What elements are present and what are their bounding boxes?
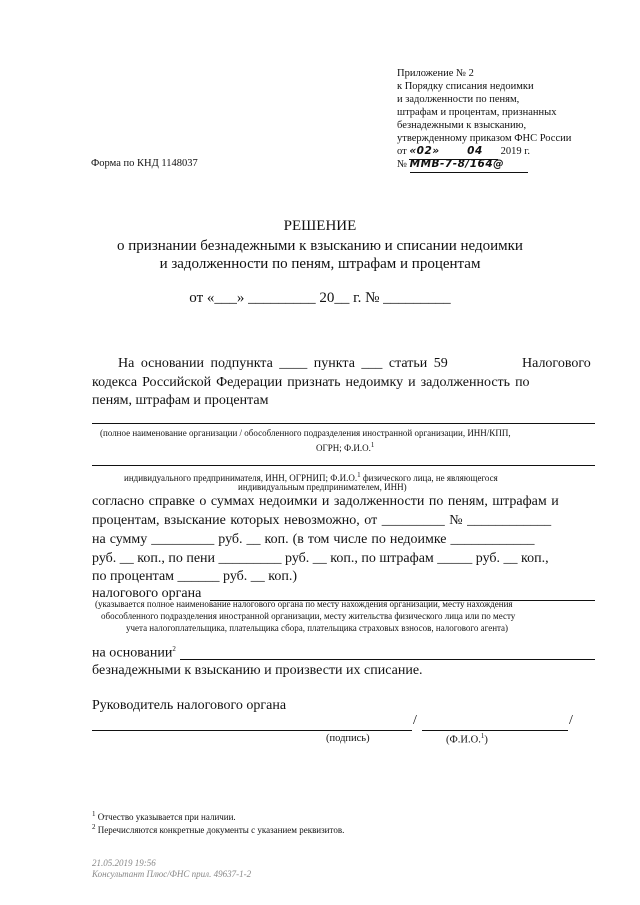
appendix-line-2: к Порядку списания недоимки (397, 81, 534, 92)
signature-title: Руководитель налогового органа (92, 698, 287, 713)
tax-authority-label: налогового органа (92, 586, 202, 601)
body-p2-line-3: на сумму _________ руб. __ коп. (в том числе по недоимке ____________ (92, 532, 535, 547)
hint-org-line-2: ОГРН; Ф.И.О.$^1$ (316, 441, 375, 453)
appendix-date-year: 2019 г. (500, 146, 530, 157)
hint-tax-authority-line-3: учета налогоплательщика, плательщика сбора, плательщика страховых взносов, налогового агента) (126, 623, 509, 633)
hint-tax-authority-line-1: (указывается полное наименование налогового органа по месту нахождения организации, месту нахождения (95, 599, 513, 609)
basis-label: на основании$^2$ (92, 645, 176, 661)
appendix-date-month: 04 (452, 145, 498, 160)
appendix-date-day: «02» (409, 145, 449, 160)
signature-line[interactable] (92, 730, 412, 731)
body-p2-line-1: согласно справке о суммах недоимки и задолженности по пеням, штрафам и (92, 494, 559, 509)
name-caption: (Ф.И.О.$^1$) (446, 732, 488, 746)
org-name-line-2[interactable] (92, 465, 595, 466)
hint-entrepreneur-line-2: индивидуальным предпринимателем, ИНН) (238, 482, 407, 492)
body-p1-line-3: пеням, штрафам и процентам (92, 393, 269, 408)
appendix-line-6: утвержденному приказом ФНС России (397, 133, 572, 144)
body-p2-line-5: по процентам ______ руб. __ коп.) (92, 569, 298, 584)
footnote-1: $^1$ Отчество указывается при наличии. (92, 810, 236, 822)
document-title-line-1: о признании безнадежными к взысканию и списании недоимки (117, 238, 523, 254)
body-p2-line-2: процентам, взыскание которых невозможно, от _________ № ____________ (92, 513, 552, 528)
appendix-date-prefix: от (397, 146, 407, 157)
signature-slash-2: / (569, 713, 573, 728)
appendix-number-prefix: № (397, 159, 408, 170)
form-code: Форма по КНД 1148037 (91, 158, 198, 169)
body-p1-line-2: кодекса Российской Федерации признать недоимку и задолженность по (92, 375, 530, 390)
document-title-line-2: и задолженности по пеням, штрафам и процентам (159, 256, 481, 272)
body-p1-line-1a: На основании подпункта ____ пункта ___ статьи 59 (118, 356, 448, 371)
print-stamp-line-2: Консультант Плюс/ФНС прил. 49637-1-2 (92, 869, 252, 879)
signature-caption: (подпись) (326, 733, 370, 744)
body-p2-line-4: руб. __ коп., по пени _________ руб. __ коп., по штрафам _____ руб. __ коп., (92, 551, 549, 566)
appendix-number (397, 158, 528, 173)
org-name-line[interactable] (92, 423, 595, 424)
appendix-line-4: штрафам и процентам, признанных (397, 107, 557, 118)
hint-tax-authority-line-2: обособленного подразделения иностранной организации, месту жительства физического лица или по месту (101, 611, 516, 621)
hint-entrepreneur-line-1: индивидуального предпринимателя, ИНН, ОГРНИП; Ф.И.О.$^1$ физического лица, не являющегося (124, 471, 498, 483)
signature-slash-1: / (413, 713, 417, 728)
document-date-line: от «___» _________ 20__ г. № _________ (189, 290, 451, 306)
document-heading: РЕШЕНИЕ (283, 218, 357, 234)
footnote-2: $^2$ Перечисляются конкретные документы с указанием реквизитов. (92, 823, 345, 835)
print-stamp-line-1: 21.05.2019 19:56 (92, 858, 156, 868)
hint-org-line-1: (полное наименование организации / обособленного подразделения иностранной организации, ИНН/КПП, (100, 428, 511, 438)
appendix-line-3: и задолженности по пеням, (397, 94, 520, 105)
body-p1-line-1b: Налогового (522, 356, 591, 371)
basis-line[interactable] (180, 659, 595, 660)
appendix-line-1: Приложение № 2 (397, 68, 474, 79)
appendix-number-value: ММВ-7-8/164@ (410, 158, 528, 173)
name-line[interactable] (422, 730, 568, 731)
body-p4-line-2: безнадежными к взысканию и произвести их списание. (92, 663, 423, 678)
appendix-line-5: безнадежными к взысканию, (397, 120, 527, 131)
